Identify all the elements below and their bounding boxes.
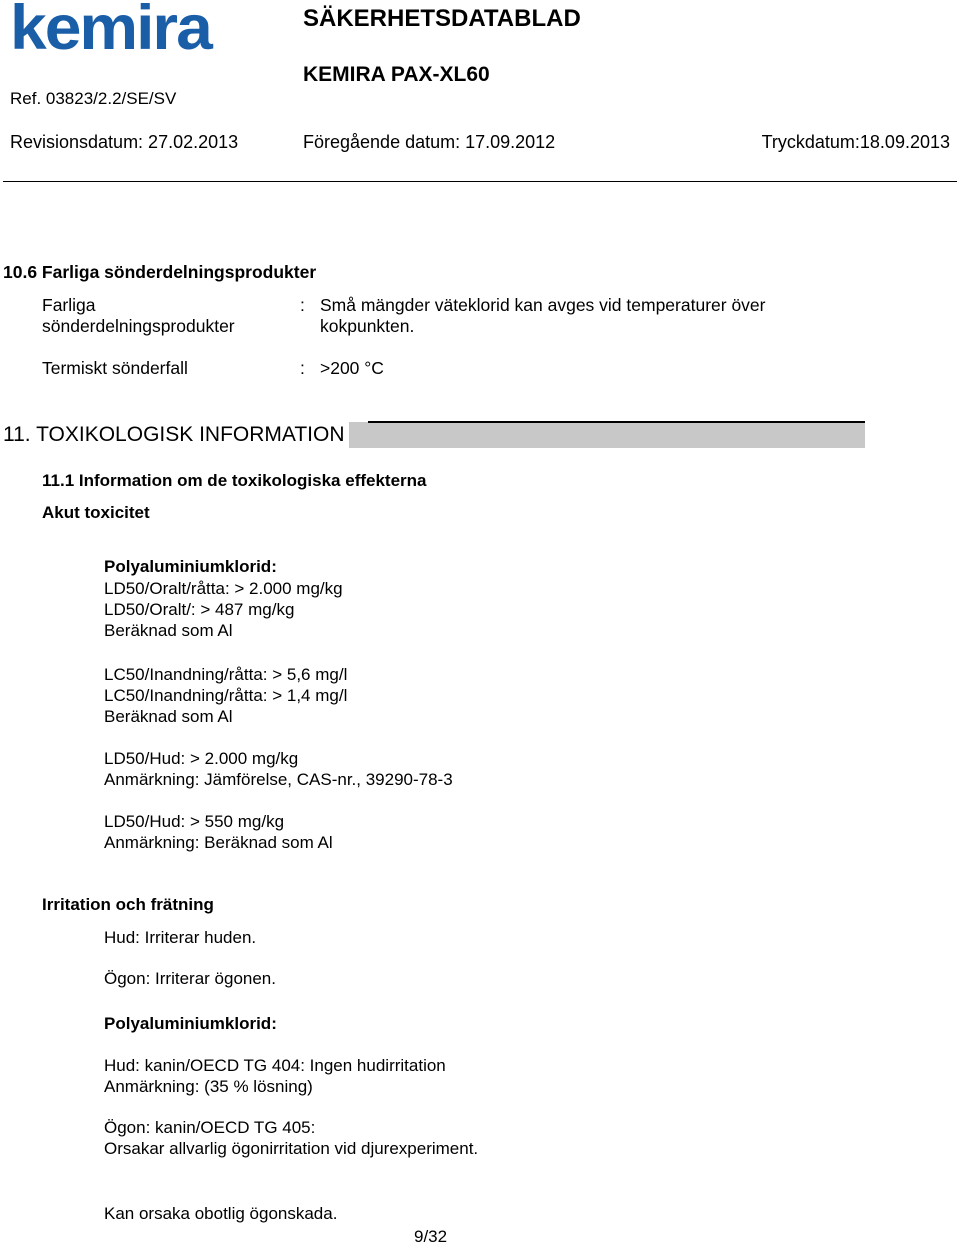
row-value: >200 °C: [320, 358, 384, 378]
tox-line: LD50/Hud: > 550 mg/kg: [104, 812, 285, 831]
tox-line: LD50/Oralt/råtta: > 2.000 mg/kg: [104, 579, 343, 598]
section-10-6-heading: 10.6 Farliga sönderdelningsprodukter: [3, 262, 317, 282]
kemira-logo: kemira: [10, 0, 211, 63]
tox-line: Beräknad som Al: [104, 621, 233, 640]
row-label: sönderdelningsprodukter: [42, 316, 235, 336]
section-11-1-heading: 11.1 Information om de toxikologiska effekterna: [42, 471, 427, 490]
print-date: Tryckdatum:18.09.2013: [761, 132, 950, 152]
irritation-line: Kan orsaka obotlig ögonskada.: [104, 1204, 338, 1223]
tox-line: LC50/Inandning/råtta: > 1,4 mg/l: [104, 686, 348, 705]
tox-line: Beräknad som Al: [104, 707, 233, 726]
skin-irritation: Hud: Irriterar huden.: [104, 928, 257, 947]
product-name: KEMIRA PAX-XL60: [303, 63, 490, 86]
reference-number: Ref. 03823/2.2/SE/SV: [10, 89, 177, 108]
section-bar-rule: [368, 421, 865, 423]
row-separator: :: [300, 358, 305, 378]
page-number: 9/32: [414, 1227, 448, 1246]
tox-line: Anmärkning: Jämförelse, CAS-nr., 39290-78-3: [104, 770, 453, 789]
irritation-line: Hud: kanin/OECD TG 404: Ingen hudirritation: [104, 1056, 446, 1075]
document-title: SÄKERHETSDATABLAD: [303, 5, 581, 32]
row-label: Farliga: [42, 295, 96, 315]
row-label: Termiskt sönderfall: [42, 358, 188, 378]
tox-line: LC50/Inandning/råtta: > 5,6 mg/l: [104, 665, 348, 684]
row-value: Små mängder väteklorid kan avges vid temperaturer över: [320, 295, 766, 315]
header-divider: [3, 181, 957, 182]
eye-irritation: Ögon: Irriterar ögonen.: [104, 969, 276, 988]
irritation-line: Orsakar allvarlig ögonirritation vid djurexperiment.: [104, 1139, 479, 1158]
tox-line: LD50/Oralt/: > 487 mg/kg: [104, 600, 295, 619]
tox-line: Anmärkning: Beräknad som Al: [104, 833, 333, 852]
row-value: kokpunkten.: [320, 316, 415, 336]
irritation-label: Irritation och frätning: [42, 895, 214, 914]
substance-name: Polyaluminiumklorid:: [104, 1014, 277, 1033]
revision-date: Revisionsdatum: 27.02.2013: [10, 132, 239, 152]
previous-date: Föregående datum: 17.09.2012: [303, 132, 556, 152]
tox-line: LD50/Hud: > 2.000 mg/kg: [104, 749, 299, 768]
row-separator: :: [300, 295, 305, 315]
irritation-line: Anmärkning: (35 % lösning): [104, 1077, 313, 1096]
section-11-heading: 11. TOXIKOLOGISK INFORMATION: [3, 421, 349, 449]
irritation-line: Ögon: kanin/OECD TG 405:: [104, 1118, 316, 1137]
acute-toxicity-label: Akut toxicitet: [42, 503, 150, 522]
substance-name: Polyaluminiumklorid:: [104, 557, 277, 576]
